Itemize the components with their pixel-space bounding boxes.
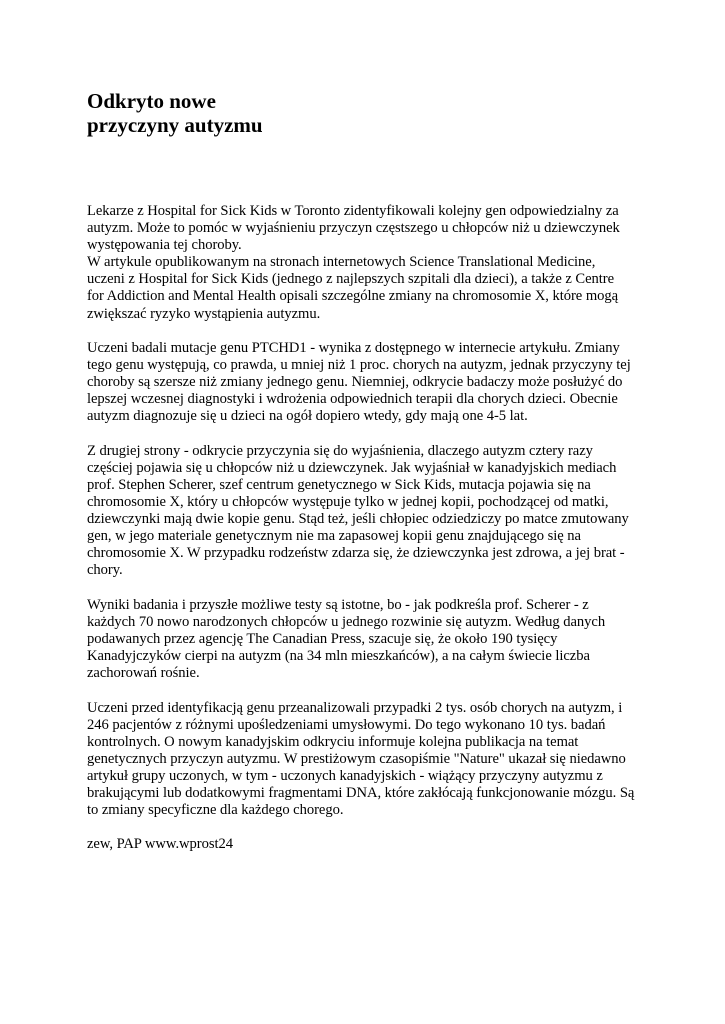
text-line: 246 pacjentów z różnymi upośledzeniami umysłowymi. Do tego wykonano 10 tys. badań — [87, 716, 606, 733]
text-line: lepszej wczesnej diagnostyki i wdrożenia odpowiednich terapii dla chorych dzieci. Obecnie — [87, 391, 618, 408]
text-line: for Addiction and Mental Health opisali szczególne zmiany na chromosomie X, które mogą — [87, 288, 619, 305]
text-line: Uczeni badali mutacje genu PTCHD1 - wynika z dostępnego w internecie artykułu. Zmiany — [87, 339, 620, 356]
text-line: Wyniki badania i przyszłe możliwe testy są istotne, bo - jak podkreśla prof. Scherer - z — [87, 596, 589, 613]
title-line: przyczyny autyzmu — [87, 113, 263, 137]
paragraph-research — [87, 700, 657, 820]
source-credit — [87, 836, 657, 853]
paragraph-explanation — [87, 443, 657, 580]
text-line: artykuł grupy uczonych, w tym - uczonych kanadyjskich - wiążący przyczyny autyzmu z — [87, 767, 603, 784]
text-line: brakującymi lub dodatkowymi fragmentami DNA, które zakłócają funkcjonowanie mózgu. Są — [87, 785, 635, 801]
article-body — [87, 203, 657, 871]
text-line: chory. — [87, 562, 123, 579]
text-line: W artykule opublikowanym na stronach internetowych Science Translational Medicine, — [87, 254, 596, 271]
text-line: uczeni z Hospital for Sick Kids (jednego z najlepszych szpitali dla dzieci), a także z Centre — [87, 271, 615, 288]
text-line: genetycznych przyczyn autyzmu. W prestiżowym czasopiśmie "Nature" ukazał się niedawno — [87, 750, 626, 767]
text-line: podawanych przez agencję The Canadian Press, szacuje się, że około 190 tysięcy — [87, 630, 558, 647]
text-line: chromosomie X, który u chłopców występuje tylko w jednej kopii, pochodzącej od matki, — [87, 494, 609, 510]
text-line: Kanadyjczyków cierpi na autyzm (na 34 mln mieszkańców), a na całym świecie liczba — [87, 648, 590, 665]
text-line: Z drugiej strony - odkrycie przyczynia się do wyjaśnienia, dlaczego autyzm cztery razy — [87, 442, 593, 459]
paragraph-mutations — [87, 340, 657, 425]
text-line: częściej pojawia się u chłopców niż u dziewczynek. Jak wyjaśniał w kanadyjskich mediach — [87, 459, 617, 476]
text-line: prof. Stephen Scherer, szef centrum genetycznego w Sick Kids, mutacja pojawia się na — [87, 476, 591, 493]
text-line: chromosomie X. W przypadku rodzeństw zdarza się, że dziewczynka jest zdrowa, a jej brat - — [87, 545, 625, 562]
text-line: choroby są szersze niż zmiany jednego genu. Niemniej, odkrycie badaczy może posłużyć do — [87, 374, 623, 391]
text-line: każdych 70 nowo narodzonych chłopców u jednego rozwinie się autyzm. Według danych — [87, 613, 606, 630]
text-line: zwiększać ryzyko wystąpienia autyzmu. — [87, 305, 321, 322]
text-line: dziewczynki mają dwie kopie genu. Stąd też, jeśli chłopiec odziedziczy po matce zmutowany — [87, 511, 629, 528]
text-line: autyzm diagnozuje się u dzieci na ogół dopiero wtedy, gdy mają one 4-5 lat. — [87, 408, 528, 425]
article-title — [87, 89, 263, 137]
text-line: tego genu występują, co prawda, u mniej niż 1 proc. chorych na autyzm, jednak przyczyny tej — [87, 357, 631, 374]
text-line: zachorowań rośnie. — [87, 665, 200, 682]
title-line: Odkryto nowe — [87, 89, 216, 113]
text-line: Uczeni przed identyfikacją genu przeanalizowali przypadki 2 tys. osób chorych na autyzm, i — [87, 699, 623, 716]
text-line: gen, w jego materiale genetycznym nie ma zapasowej kopii genu znajdującego się na — [87, 528, 581, 545]
text-line: występowania tej choroby. — [87, 237, 242, 254]
text-line: to zmiany specyficzne dla każdego chorego. — [87, 802, 344, 819]
paragraph-results — [87, 597, 657, 682]
paragraph-intro — [87, 203, 657, 323]
text-line: Lekarze z Hospital for Sick Kids w Toronto zidentyfikowali kolejny gen odpowiedzialny za — [87, 203, 619, 219]
text-line: autyzm. Może to pomóc w wyjaśnieniu przyczyn częstszego u chłopców niż u dziewczynek — [87, 220, 620, 237]
text-line: zew, PAP www.wprost24 — [87, 836, 233, 853]
text-line: kontrolnych. O nowym kanadyjskim odkryciu informuje kolejna publikacja na temat — [87, 733, 579, 750]
